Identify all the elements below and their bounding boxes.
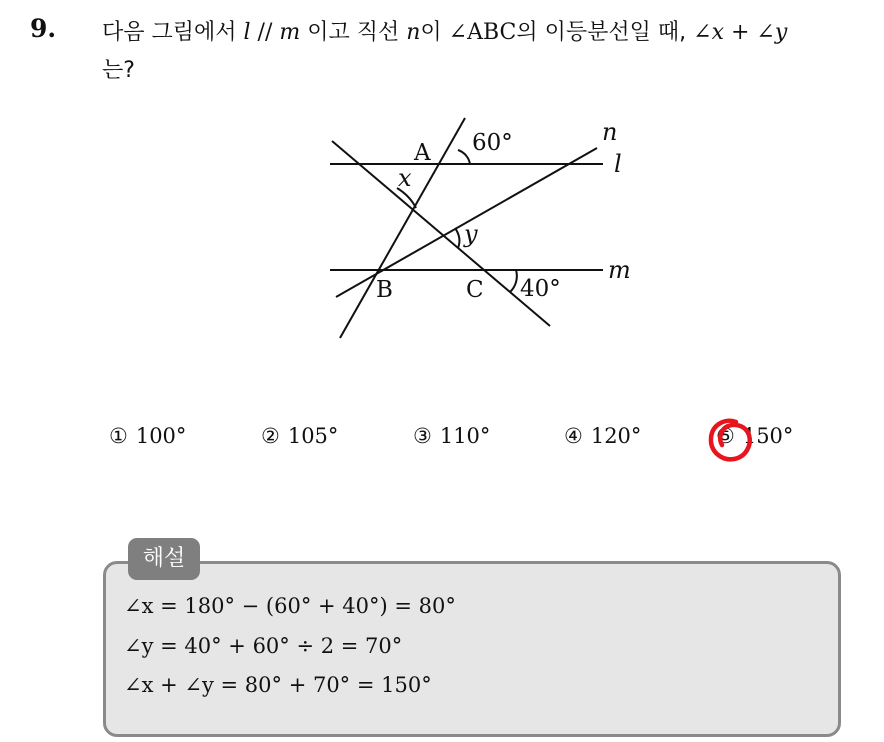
var-n: n <box>406 20 421 45</box>
answer-circle-icon <box>706 414 754 466</box>
label-m: m <box>608 256 631 284</box>
solution-line-3: ∠x + ∠y = 80° + 70° = 150° <box>124 673 432 697</box>
label-angle-40: 40° <box>520 276 561 302</box>
label-n: n <box>602 118 618 146</box>
choice-2-value: 105° <box>287 424 339 448</box>
choice-1-mark: ① <box>109 424 128 448</box>
choice-3[interactable] <box>413 424 490 448</box>
choice-3-mark: ③ <box>413 424 432 448</box>
angle-x: ∠x <box>693 20 724 45</box>
label-c: C <box>466 277 484 303</box>
solution-line-2: ∠y = 40° + 60° ÷ 2 = 70° <box>124 634 403 658</box>
parallel-symbol: // <box>250 20 280 45</box>
solution-line-1: ∠x = 180° − (60° + 40°) = 80° <box>124 594 456 618</box>
angle-y: ∠y <box>756 20 788 45</box>
label-x: x <box>398 164 412 192</box>
arc-60 <box>458 150 470 164</box>
choice-3-value: 110° <box>439 424 491 448</box>
choice-1[interactable] <box>109 424 186 448</box>
choice-5-value: 150° <box>742 424 794 448</box>
question-prefix: 다음 그림에서 <box>102 20 244 45</box>
question-mid1: 이고 직선 <box>300 20 407 45</box>
arc-40 <box>510 270 517 292</box>
label-l: l <box>614 150 622 178</box>
question-number: 9. <box>30 14 57 43</box>
question-suffix: 는? <box>102 58 135 83</box>
choice-4-mark: ④ <box>564 424 583 448</box>
choice-4-value: 120° <box>590 424 642 448</box>
line-ab <box>340 118 465 338</box>
angle-abc: ∠ABC <box>448 20 517 45</box>
plus-sign: + <box>723 20 757 45</box>
var-l: l <box>243 20 251 45</box>
choice-1-value: 100° <box>135 424 187 448</box>
choice-5-mark: ⑤ <box>716 424 735 448</box>
question-mid2: 이 <box>420 20 449 45</box>
label-a: A <box>414 140 431 166</box>
line-ac <box>332 141 550 326</box>
choice-2[interactable] <box>261 424 338 448</box>
var-m: m <box>279 20 301 45</box>
choice-4[interactable] <box>564 424 641 448</box>
solution-tab: 해설 <box>128 538 200 580</box>
question-mid3: 의 이등분선일 때, <box>516 20 694 45</box>
choice-2-mark: ② <box>261 424 280 448</box>
label-y: y <box>464 220 478 248</box>
label-angle-60: 60° <box>472 130 513 156</box>
label-b: B <box>376 277 393 303</box>
